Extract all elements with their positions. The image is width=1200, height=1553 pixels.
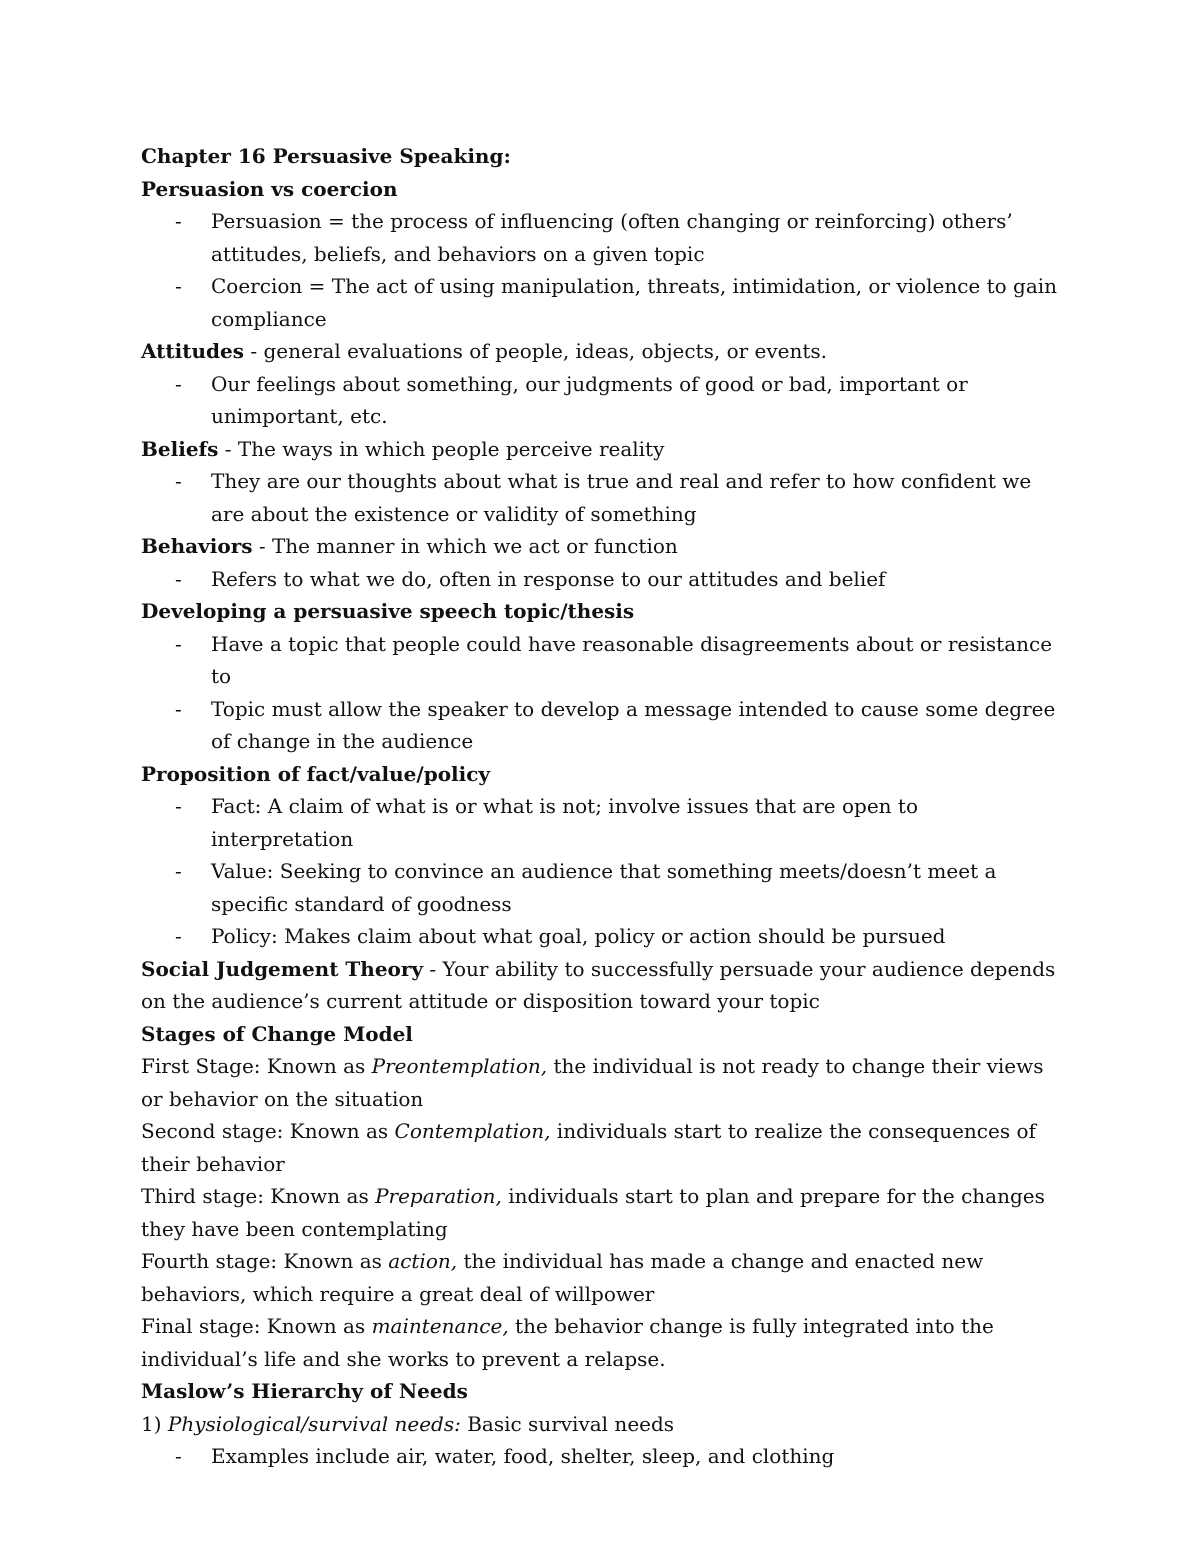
stage-term: action, [388, 1249, 458, 1273]
bullet-marker: - [175, 274, 182, 298]
list-item [141, 368, 1066, 433]
stage-text: individuals start to plan and prepare for the changes they have been contemplating [141, 1184, 1045, 1241]
stage-prefix: Second stage: Known as [141, 1119, 395, 1143]
bullet-marker: - [175, 631, 182, 656]
bullet-marker: - [175, 794, 182, 818]
section-heading-maslow: Maslow’s Hierarchy of Needs [141, 1379, 468, 1403]
maslow-item-term: Physiological/survival needs: [167, 1411, 461, 1436]
definition-social-judgement-theory [141, 953, 1066, 1018]
stage-prefix: Final stage: Known as [141, 1314, 372, 1338]
stage-text: the individual has made a change and enacted new behaviors, which require a great deal of willpower [141, 1249, 984, 1306]
term-beliefs: Beliefs [141, 436, 219, 461]
section-heading-stages-of-change: Stages of Change Model [141, 1021, 413, 1046]
list-item [141, 920, 1066, 953]
stage-term: maintenance, [371, 1314, 509, 1338]
bullet-marker: - [175, 696, 182, 721]
bullet-marker: - [175, 209, 182, 233]
definition-text: - general evaluations of people, ideas, objects, or events. [244, 339, 828, 363]
section-heading-persuasion-vs-coercion: Persuasion vs coercion [141, 176, 398, 201]
definition-behaviors [141, 530, 1066, 563]
list-item [141, 270, 1066, 335]
list-item [141, 855, 1066, 920]
list-item [141, 465, 1066, 530]
definition-text: - The manner in which we act or function [252, 534, 678, 558]
stage-term: Contemplation, [394, 1119, 551, 1143]
section-heading-proposition: Proposition of fact/value/policy [141, 761, 491, 786]
bullet-marker: - [175, 924, 182, 948]
list-item-text: Refers to what we do, often in response to our attitudes and belief [211, 566, 886, 591]
stage-text: individuals start to realize the consequences of their behavior [141, 1119, 1036, 1176]
stage-paragraph [141, 1050, 1066, 1115]
stage-text: the individual is not ready to change their views or behavior on the situation [141, 1054, 1044, 1111]
stage-term: Preontemplation, [371, 1054, 548, 1078]
term-behaviors: Behaviors [141, 534, 253, 558]
stage-text: the behavior change is fully integrated into the individual’s life and she works to prevent a relapse. [141, 1314, 994, 1371]
list-item-text: Examples include air, water, food, shelter, sleep, and clothing [211, 1444, 835, 1468]
list-item [141, 628, 1066, 693]
bullet-marker: - [175, 469, 182, 493]
list-item-text: Value: Seeking to convince an audience that something meets/doesn’t meet a specific standard of goodness [211, 859, 997, 916]
definition-text: - The ways in which people perceive reality [218, 436, 665, 461]
document-body [141, 140, 1066, 1473]
maslow-item [141, 1408, 1066, 1441]
list-item-text: Have a topic that people could have reasonable disagreements about or resistance to [211, 631, 1053, 688]
list-item [141, 1440, 1066, 1473]
maslow-item-number: 1) [141, 1411, 168, 1436]
maslow-item-text: Basic survival needs [460, 1411, 675, 1436]
stage-prefix: Fourth stage: Known as [141, 1249, 389, 1273]
stage-paragraph [141, 1245, 1066, 1310]
definition-attitudes [141, 335, 1066, 368]
stage-paragraph [141, 1115, 1066, 1180]
definition-text: - Your ability to successfully persuade your audience depends on the audience’s current attitude or disposition toward your topic [141, 956, 1056, 1013]
stage-paragraph [141, 1310, 1066, 1375]
stage-prefix: Third stage: Known as [141, 1184, 376, 1208]
list-item [141, 563, 1066, 596]
term-social-judgement-theory: Social Judgement Theory [141, 956, 424, 981]
definition-beliefs [141, 433, 1066, 466]
stage-paragraph [141, 1180, 1066, 1245]
list-item-text: Fact: A claim of what is or what is not; involve issues that are open to interpretation [211, 794, 918, 851]
stage-term: Preparation, [375, 1184, 502, 1208]
list-item [141, 205, 1066, 270]
list-item-text: Our feelings about something, our judgments of good or bad, important or unimportant, etc. [211, 371, 968, 428]
list-item-text: Persuasion = the process of influencing (often changing or reinforcing) others’ attitudes, beliefs, and behaviors on a given topic [211, 209, 1013, 266]
bullet-marker: - [175, 566, 182, 591]
list-item-text: Coercion = The act of using manipulation, threats, intimidation, or violence to gain compliance [211, 274, 1058, 331]
list-item [141, 790, 1066, 855]
bullet-marker: - [175, 371, 182, 396]
term-attitudes: Attitudes [141, 339, 244, 363]
list-item-text: Policy: Makes claim about what goal, policy or action should be pursued [211, 924, 946, 948]
bullet-marker: - [175, 1444, 182, 1468]
section-heading-developing-topic: Developing a persuasive speech topic/thesis [141, 599, 635, 623]
list-item-text: They are our thoughts about what is true and real and refer to how confident we are about the existence or validity of something [211, 469, 1032, 526]
page-title: Chapter 16 Persuasive Speaking: [141, 144, 511, 168]
bullet-marker: - [175, 859, 182, 883]
stage-prefix: First Stage: Known as [141, 1054, 372, 1078]
list-item [141, 693, 1066, 758]
list-item-text: Topic must allow the speaker to develop a message intended to cause some degree of change in the audience [211, 696, 1056, 753]
